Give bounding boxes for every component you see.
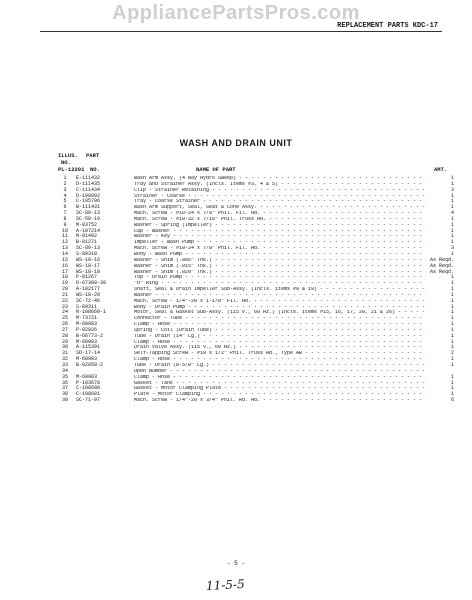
illus-number: 25 [61,315,68,322]
part-amount: 1 [450,297,454,304]
illus-number: 28 [61,332,68,339]
watermark: AppliancePartsPros.com [112,2,360,24]
illus-number: 15 [61,256,68,263]
part-amount: 1 [450,338,454,345]
part-name: Top - Drain Pump - - - [134,275,426,281]
header-rule [40,31,442,32]
part-amount: 1 [450,215,454,222]
handwritten-note: 11-5-5 [205,576,245,594]
part-amount: As Reqd. [429,256,454,263]
part-name: Motor, Seal & Gasket Sub-Assy. (115 V., 60 Hz.) (Incls. items #15, 16, 17, 20, 21 & 26) - - - [134,310,426,316]
part-name: Connector - Tube - - - [134,316,426,322]
illus-number: 13 [61,245,68,252]
illus-column-header: ILLUS. [58,152,78,159]
illus-number: 21 [61,291,68,298]
part-name: Mach. Screw - #10-24 x 7/8" Phil. Fil. Hd. - - - [134,211,426,217]
part-amount: 1 [450,385,454,392]
part-number: WS-18-16 [76,256,101,263]
part-amount: 3 [450,245,454,252]
part-name: Washer - Shim (.020" Thk.) - - - [134,270,426,276]
part-amount: As Reqd. [429,268,454,275]
illus-number: 20 [61,286,68,293]
part-number: SC-71-97 [76,397,101,404]
part-name: Mach. Screw - #10-24 x 7/8" Phil. Fil. Hd. - - - [134,246,426,252]
illus-number: 36 [61,379,68,386]
part-name: Tray and Strainer Assy. (Incls. Items #3, 4 & 5) - - - [134,182,426,188]
illus-number: 11 [61,233,68,240]
part-number: D-67380-39 [76,280,107,287]
part-number: SD-17-14 [76,350,101,357]
amt-column-header: AMT. [434,166,448,173]
part-amount: 1 [450,321,454,328]
illus-number: 39 [61,397,68,404]
parts-list [0,176,472,404]
illus-number: 33 [61,362,68,368]
part-name: Clip - Strainer Retaining - - - [134,188,426,194]
part-amount: 1 [450,379,454,386]
part-number: A-107214 [76,227,101,234]
part-name: Tray - Coarse Strainer - - - [134,199,426,205]
part-name: Washer - Key - - - [134,234,426,240]
part-name: Clamp - Hose - - - [134,322,426,328]
part-amount: 1 [450,233,454,240]
part-name: Body - Drain Pump - - - [134,305,426,311]
part-name: Spring - Coil (Drain Tube) - - - [134,328,426,334]
part-number: A-102177 [76,286,101,293]
illus-number: 7 [63,210,67,217]
part-column-header: PART [86,152,100,159]
part-amount: 1 [450,356,454,363]
part-amount: 1 [450,227,454,234]
part-name: Washer - - - [134,293,426,299]
parts-row [0,398,472,404]
part-name: Wash Arm Assy. (4 Way Hydro Sweep) - - - [134,176,426,182]
part-number: WS-18-17 [76,262,101,269]
part-number: M-68983 [76,373,98,380]
part-number: B-82058-2 [76,362,104,368]
part-number: SC-80-13 [76,245,101,252]
illus-number: 10 [61,227,68,234]
part-number: SC-58-19 [76,215,101,222]
part-amount: 1 [450,315,454,322]
part-number: B-81271 [76,239,98,246]
part-number: C-105796 [76,198,101,205]
part-column-header-line2: NO. [90,166,100,173]
illus-number: 27 [61,326,68,333]
part-number: M-68983 [76,321,98,328]
page-number: - 5 - [226,560,245,567]
part-name: Gasket - Motor Clamping Plate - - - [134,386,426,392]
part-prefix-header: PL-12201 [58,166,85,173]
part-number: S-89310 [76,250,98,257]
part-name: Impeller - Wash Pump - - - [134,240,426,246]
illus-number: 6 [63,204,67,211]
part-name: Clamp - Hose - - - [134,375,426,381]
illus-number: 18 [61,274,68,281]
part-name: Self-Tapping Screw - #10 x 1/2" Phil. Truss Hd., Type AB - - - [134,351,426,357]
illus-number: 22 [61,297,68,304]
part-number: M-68983 [76,338,98,345]
part-number: M-83752 [76,221,98,228]
part-name: "O" Ring - - - [134,281,426,287]
illus-number: 9 [63,221,67,228]
illus-number: 8 [63,215,67,222]
part-amount: 4 [450,210,454,217]
part-amount: 1 [450,309,454,316]
part-number: C-108680 [76,385,101,392]
illus-number: 1 [63,175,67,181]
part-number: M-73721 [76,315,98,322]
section-title: WASH AND DRAIN UNIT [179,138,293,148]
part-amount: 1 [450,250,454,257]
illus-number: 2 [63,180,67,187]
page-header: REPLACEMENT PARTS KDC-17 [337,22,438,30]
name-column-header: NAME OF PART [196,166,236,173]
part-number: P-103678 [76,379,101,386]
part-number: M-68983 [76,356,98,363]
part-name: Strainer - Coarse - - - [134,194,426,200]
illus-number: 19 [61,280,68,287]
part-name: Gasket - Tank - - - [134,381,426,387]
part-name: Mach. Screw - 1/4"-20 x 1-1/8" Fil. Hd. - - - [134,299,426,305]
part-amount: 2 [450,350,454,357]
part-amount: 1 [450,286,454,293]
illus-number: 5 [63,198,67,205]
illus-number: 26 [61,321,68,328]
illus-number: 34 [61,367,68,374]
part-number: B-66773-2 [76,332,104,339]
part-name: Mach. Screw - 1/4"-20 x 3/4" Phil. Rd. Hd. - - - [134,398,426,404]
part-name: Cap - Washer - - - [134,229,426,235]
part-amount: 3 [450,186,454,193]
part-amount: 1 [450,280,454,287]
part-name: Open Number - - - [134,369,426,375]
part-amount: 1 [450,239,454,246]
part-amount: 6 [450,397,454,404]
part-number: N-108669-1 [76,309,107,316]
part-amount: 1 [450,373,454,380]
part-name: Washer - Spring (Impeller) - - - [134,223,426,229]
part-amount: 1 [450,332,454,339]
illus-number: 29 [61,338,68,345]
illus-number: 14 [61,250,68,257]
part-number: C-111434 [76,186,101,193]
part-number: WS-18-29 [76,291,101,298]
part-number: E-111432 [76,175,101,181]
part-amount: 1 [450,326,454,333]
part-name: Body - Wash Pump - - - [134,252,426,258]
illus-number: 4 [63,192,67,199]
part-number: SC-72-46 [76,297,101,304]
part-number: WS-18-18 [76,268,101,275]
part-number: M-81492 [76,233,98,240]
part-number: P-82926 [76,326,98,333]
part-number: SC-80-13 [76,210,101,217]
part-number: D-111435 [76,180,101,187]
part-number: S-89311 [76,303,98,310]
part-number: D-108002 [76,192,101,199]
part-amount: 1 [450,180,454,187]
part-name: Shaft, Seal & Drain Impeller Sub-Assy. (Incls. items #9 & 19) - - - [134,287,426,293]
part-amount: 1 [450,274,454,281]
part-number: P-81267 [76,274,98,281]
part-amount: 1 [450,175,454,181]
part-number: C-108681 [76,391,101,398]
part-name: Tube - Drain (8-5/8" Lg.) - - - [134,363,426,369]
part-amount: 1 [450,344,454,351]
part-amount: 1 [450,391,454,398]
part-name: Drain Valve Assy. (115 V., 60 Hz.) - - - [134,345,426,351]
part-amount: 1 [450,291,454,298]
part-name: Plate - Motor Clamping - - - [134,392,426,398]
part-amount: 1 [450,362,454,368]
illus-number: 35 [61,373,68,380]
part-number: A-115391 [76,344,101,351]
part-name: Clamp - Hose - - - [134,340,426,346]
illus-number: 37 [61,385,68,392]
illus-number: 17 [61,268,68,275]
part-amount: 1 [450,204,454,211]
part-name: Mach. Screw - #10-32 x 7/16" Phil. Truss Hd. - - - [134,217,426,223]
part-amount: As Reqd. [429,262,454,269]
part-name: Washer - Shim (.005" Thk.) - - - [134,258,426,264]
part-amount: 1 [450,192,454,199]
illus-number: 12 [61,239,68,246]
illus-number: 3 [63,186,67,193]
illus-column-header-line2: NO. [61,159,71,166]
part-amount: 1 [450,303,454,310]
illus-number: 16 [61,262,68,269]
illus-number: 31 [61,350,68,357]
illus-number: 23 [61,303,68,310]
part-amount: 1 [450,198,454,205]
part-number: B-111431 [76,204,101,211]
illus-number: 38 [61,391,68,398]
part-name: Wash Arm Support, Seal, Seat & Cone Assy. - - - [134,205,426,211]
part-name: Tube - Drain (14" Lg.) - - - [134,334,426,340]
illus-number: 32 [61,356,68,363]
illus-number: 30 [61,344,68,351]
illus-number: 24 [61,309,68,316]
part-name: Clamp - Hose - - - [134,357,426,363]
part-amount: 1 [450,221,454,228]
part-name: Washer - Shim (.015" Thk.) - - - [134,264,426,270]
